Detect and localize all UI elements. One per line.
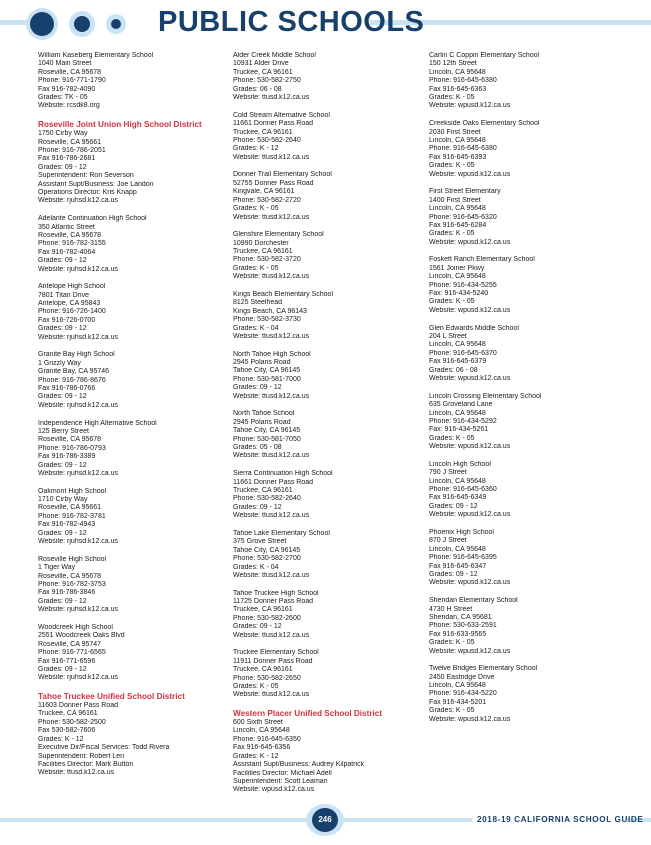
entry-line: Roseville, CA 95678 [38, 436, 102, 444]
entry-line: Antelope High School [38, 283, 106, 291]
entry-line: Antelope, CA 95843 [38, 300, 101, 308]
entry-line: Website: ttusd.k12.ca.us [233, 631, 310, 639]
entry-line: 1040 Main Street [38, 60, 92, 68]
header-dot-small [111, 19, 121, 29]
entry-line: Website: ttusd.k12.ca.us [233, 571, 310, 579]
entry-line: Glen Edwards Middle School [429, 324, 519, 332]
entry-line: North Tahoe School [233, 410, 295, 418]
entry-line: Superintendent: Ron Severson [38, 172, 134, 180]
entry-line: Lincoln, CA 95648 [429, 409, 486, 417]
entry-line: Fax 916-782-4064 [38, 248, 96, 256]
entry-line: Lincoln Crossing Elementary School [429, 392, 542, 400]
entry-line: Independence High Alternative School [38, 419, 157, 427]
entry-line: Sierra Continuation High School [233, 470, 333, 478]
page-header [0, 0, 651, 48]
entry-line: Grades: K - 05 [429, 434, 475, 442]
entry-line: 2945 Polaris Road [233, 418, 291, 426]
entry-line: Fax 916-645-6393 [429, 153, 487, 161]
entry-line: Phone: 916-771-1790 [38, 77, 106, 85]
entry-line: 1710 Cirby Way [38, 496, 88, 504]
entry-line: 1 Grizzly Way [38, 359, 81, 367]
entry-line: Phone: 916-434-5220 [429, 690, 497, 698]
entry-line: Foskett Ranch Elementary School [429, 256, 535, 264]
entry-line: Roseville High School [38, 555, 107, 563]
entry-line: Granite Bay, CA 95746 [38, 368, 110, 376]
school-entry [429, 325, 624, 384]
entry-line: Fax 916-645-6356 [233, 744, 291, 752]
entry-line: Operations Director: Kris Knapp [38, 188, 137, 196]
entry-line: Fax 916-786-0766 [38, 385, 96, 392]
district-heading: Roseville Joint Union High School District [38, 120, 202, 130]
school-entry [38, 488, 233, 547]
entry-line: Website: wpusd.k12.ca.us [429, 647, 511, 655]
entry-line: 204 L Street [429, 332, 467, 340]
entry-line: Truckee, CA 96161 [38, 710, 98, 718]
school-entry [233, 291, 428, 341]
school-entry [233, 231, 428, 281]
entry-line: Fax 916-645-6284 [429, 221, 487, 229]
entry-line: Fax 916-786-3846 [38, 589, 96, 597]
entry-line: 1 Tiger Way [38, 564, 76, 572]
entry-line: Fax: 916-434-5261 [429, 426, 489, 434]
entry-line: Twelve Bridges Elementary School [429, 665, 538, 673]
entry-line: Website: ttusd.k12.ca.us [233, 273, 310, 281]
entry-line: 1400 First Street [429, 196, 481, 204]
entry-line: Lincoln, CA 95648 [429, 477, 486, 485]
entry-line: 635 Groveland Lane [429, 401, 493, 409]
entry-line: Truckee, CA 96161 [233, 606, 293, 614]
school-entry [429, 120, 624, 179]
entry-line: Fax 916-771-6596 [38, 657, 96, 665]
entry-line: Phone: 916-645-6370 [429, 349, 497, 357]
entry-line: Fax 916-633-9565 [429, 630, 487, 638]
entry-line: Grades: K - 05 [429, 639, 475, 647]
entry-line: Grades: K - 05 [429, 298, 475, 306]
entry-line: Fax 916-786-3389 [38, 453, 96, 461]
school-entry [233, 351, 428, 401]
entry-line: Website: ttusd.k12.ca.us [233, 94, 310, 102]
school-entry [233, 52, 428, 102]
entry-line: 150 12th Street [429, 60, 477, 68]
entry-line: Phone: 530-582-2600 [233, 614, 301, 622]
entry-line: Sheridan Elementary School [429, 597, 518, 605]
entry-line: 2551 Woodcreek Oaks Blvd [38, 632, 125, 640]
entry-line: Grades: 09 - 12 [233, 503, 282, 511]
entry-line: 2450 Eastridge Drive [429, 673, 495, 681]
school-entry [38, 283, 233, 342]
school-entry [233, 649, 428, 699]
entry-line: 790 J Street [429, 469, 467, 477]
entry-line: Truckee, CA 96161 [233, 68, 293, 76]
school-entry [429, 256, 624, 315]
entry-line: Website: wpusd.k12.ca.us [429, 102, 511, 110]
entry-line: Lincoln High School [429, 460, 491, 468]
entry-line: 1750 Cirby Way [38, 130, 88, 138]
entry-line: Truckee, CA 96161 [233, 666, 293, 674]
entry-line: Website: ttusd.k12.ca.us [38, 769, 115, 777]
entry-line: Website: ttusd.k12.ca.us [233, 691, 310, 699]
guide-title: 2018-19 CALIFORNIA SCHOOL GUIDE [477, 815, 644, 824]
school-entry [233, 530, 428, 580]
entry-line: Lincoln, CA 95648 [233, 727, 290, 735]
entry-line: Facilities Director: Mark Button [38, 760, 134, 768]
entry-line: Grades: 09 - 12 [38, 597, 87, 605]
entry-line: 600 Sixth Street [233, 719, 283, 727]
entry-line: Oakmont High School [38, 487, 107, 495]
header-dot-medium [74, 16, 90, 32]
entry-line: Grades: 09 - 12 [38, 665, 87, 673]
entry-line: Phone: 530-581-7050 [233, 435, 301, 443]
entry-line: Fax 916-645-6379 [429, 358, 487, 366]
entry-line: 8125 Steelhead [233, 299, 283, 307]
entry-line: Grades: K - 05 [233, 264, 279, 272]
entry-line: Fax: 916-434-5240 [429, 290, 489, 298]
entry-line: Superintendent: Robert Leri [38, 752, 124, 760]
entry-line: Lincoln, CA 95648 [429, 341, 486, 349]
entry-line: Grades: 09 - 12 [38, 393, 87, 401]
entry-line: Donner Trail Elementary School [233, 171, 332, 179]
entry-line: Website: ttusd.k12.ca.us [233, 512, 310, 520]
entry-line: Fax 530-582-7606 [38, 727, 96, 735]
entry-line: Facilities Director: Michael Adell [233, 769, 332, 777]
entry-line: Phone: 530-582-2640 [233, 136, 301, 144]
column-1 [38, 52, 233, 787]
entry-line: Phone: 916-786-8676 [38, 376, 106, 384]
entry-line: Fax 916-645-6363 [429, 85, 487, 93]
entry-line: Fax 916-726-0700 [38, 316, 96, 324]
entry-line: Fax 916-782-4090 [38, 85, 96, 93]
entry-line: 7801 Titan Drive [38, 291, 89, 299]
entry-line: Grades: 09 - 12 [429, 571, 478, 579]
header-dot-large [30, 12, 54, 36]
entry-line: Website: rjuhsd.k12.ca.us [38, 469, 119, 477]
entry-line: Roseville, CA 95678 [38, 231, 102, 239]
entry-line: Phone: 916-645-6360 [429, 486, 497, 494]
entry-line: Phone: 530-582-2650 [233, 674, 301, 682]
district-heading: Western Placer Unified School District [233, 709, 383, 719]
school-entry [38, 52, 233, 111]
entry-line: Website: wpusd.k12.ca.us [429, 170, 511, 178]
entry-line: Website: rjuhsd.k12.ca.us [38, 265, 119, 273]
entry-line: Phone: 916-434-5292 [429, 417, 497, 425]
entry-line: Grades: 06 - 08 [233, 85, 282, 93]
column-3 [429, 52, 624, 733]
entry-line: Assistant Supt/Business: Audrey Kilpatrick [233, 761, 365, 769]
entry-line: Grades: 09 - 12 [233, 623, 282, 631]
entry-line: 11661 Donner Pass Road [233, 478, 314, 486]
entry-line: Phone: 530-582-2700 [233, 555, 301, 563]
entry-line: Website: rjuhsd.k12.ca.us [38, 197, 119, 205]
school-entry [429, 52, 624, 111]
entry-line: Phone: 530-582-3720 [233, 256, 301, 264]
entry-line: Grades: 09 - 12 [429, 502, 478, 510]
school-entry [38, 351, 233, 410]
entry-line: Truckee Elementary School [233, 649, 319, 657]
entry-line: Grades: K - 12 [38, 735, 84, 743]
entry-line: Website: ttusd.k12.ca.us [233, 332, 310, 340]
entry-line: Carlin C Coppin Elementary School [429, 52, 540, 59]
school-entry [233, 470, 428, 520]
entry-line: Phone: 916-645-6380 [429, 77, 497, 85]
entry-line: Phone: 916-645-6395 [429, 554, 497, 562]
entry-line: Kings Beach, CA 96143 [233, 307, 307, 315]
entry-line: 11911 Donner Pass Road [233, 657, 313, 665]
entry-line: Website: rjuhsd.k12.ca.us [38, 333, 119, 341]
entry-line: Website: wpusd.k12.ca.us [429, 443, 511, 451]
entry-line: Grades: K - 12 [233, 752, 279, 760]
school-entry [429, 188, 624, 247]
school-entry [233, 719, 428, 795]
entry-line: Grades: TK - 05 [38, 94, 88, 102]
entry-line: Grades: K - 12 [233, 145, 279, 153]
entry-line: Alder Creek Middle School [233, 52, 316, 59]
page-title: PUBLIC SCHOOLS [158, 6, 425, 38]
entry-line: 1561 Joiner Pkwy [429, 264, 485, 272]
entry-line: Tahoe Lake Elementary School [233, 529, 330, 537]
entry-line: Phone: 530-582-2750 [233, 77, 301, 85]
entry-line: Grades: K - 05 [233, 682, 279, 690]
entry-line: Grades: K - 05 [429, 230, 475, 238]
entry-line: Website: rjuhsd.k12.ca.us [38, 606, 119, 614]
entry-line: Tahoe City, CA 96145 [233, 367, 301, 375]
entry-line: Phone: 916-782-3781 [38, 512, 106, 520]
school-entry [429, 529, 624, 588]
school-entry [233, 171, 428, 221]
entry-line: Grades: 09 - 12 [38, 461, 87, 469]
entry-line: Website: ttusd.k12.ca.us [233, 153, 310, 161]
entry-line: Website: wpusd.k12.ca.us [429, 715, 511, 723]
entry-line: Lincoln, CA 95648 [429, 68, 486, 76]
entry-line: Fax 916-786-2681 [38, 155, 96, 163]
entry-line: Executive Dir/Fiscal Services: Todd Rivera [38, 744, 170, 752]
entry-line: Creekside Oaks Elementary School [429, 120, 540, 128]
column-2 [233, 52, 428, 804]
entry-line: Grades: K - 05 [429, 707, 475, 715]
entry-line: William Kaseberg Elementary School [38, 52, 154, 59]
entry-line: Phone: 530-633-2591 [429, 622, 497, 630]
school-entry [429, 461, 624, 520]
entry-line: 11725 Donner Pass Road [233, 598, 314, 606]
entry-line: Phone: 916-782-3753 [38, 581, 106, 589]
entry-line: 2030 First Street [429, 128, 481, 136]
entry-line: Fax 916-645-6347 [429, 562, 487, 570]
entry-line: Grades: K - 04 [233, 563, 279, 571]
entry-line: Phone: 916-786-0793 [38, 444, 106, 452]
entry-line: Website: wpusd.k12.ca.us [429, 511, 511, 519]
entry-line: Phone: 916-771-6565 [38, 649, 106, 657]
school-entry [38, 624, 233, 683]
entry-line: Phone: 530-582-3730 [233, 316, 301, 324]
entry-line: Website: wpusd.k12.ca.us [429, 238, 511, 246]
entry-line: Phone: 916-782-3155 [38, 240, 106, 248]
entry-line: 2945 Polaris Road [233, 359, 291, 367]
footer-rule-left [0, 818, 306, 822]
entry-line: Phone: 916-786-2051 [38, 146, 106, 154]
entry-line: Grades: 09 - 12 [233, 384, 282, 392]
entry-line: Grades: K - 05 [429, 162, 475, 170]
entry-line: Phone: 530-582-2640 [233, 495, 301, 503]
entry-line: Lincoln, CA 95648 [429, 682, 486, 690]
entry-line: Fax 916-434-5201 [429, 698, 487, 706]
entry-line: 10990 Dorchester [233, 239, 289, 247]
district-heading: Tahoe Truckee Unified School District [38, 692, 185, 702]
entry-line: 11603 Donner Pass Road [38, 702, 119, 710]
entry-line: Phone: 916-726-1400 [38, 308, 106, 316]
entry-line: Phone: 530-582-2500 [38, 718, 106, 726]
entry-line: Lincoln, CA 95648 [429, 205, 486, 213]
entry-line: Granite Bay High School [38, 351, 115, 359]
entry-line: 4730 H Street [429, 605, 473, 613]
entry-line: Truckee, CA 96161 [233, 128, 293, 136]
school-entry [38, 556, 233, 615]
entry-line: Website: ttusd.k12.ca.us [233, 213, 310, 221]
entry-line: 870 J Street [429, 537, 467, 545]
entry-line: Kingvale, CA 96161 [233, 188, 295, 196]
entry-line: Lincoln, CA 95648 [429, 136, 486, 144]
school-entry [233, 410, 428, 460]
entry-line: Lincoln, CA 95648 [429, 273, 486, 281]
entry-line: Phone: 530-582-2720 [233, 196, 301, 204]
entry-line: Website: wpusd.k12.ca.us [429, 579, 511, 587]
entry-line: Truckee, CA 96161 [233, 248, 293, 256]
entry-line: 125 Berry Street [38, 427, 89, 435]
entry-line: Superintendent: Scott Leaman [233, 777, 328, 785]
entry-line: Roseville, CA 95661 [38, 504, 102, 512]
entry-line: Roseville, CA 95678 [38, 68, 102, 76]
entry-line: Fax 916-782-4943 [38, 521, 96, 529]
entry-line: Website: wpusd.k12.ca.us [429, 375, 511, 382]
school-entry [429, 597, 624, 656]
school-entry [38, 420, 233, 479]
entry-line: Phone: 530-581-7000 [233, 375, 301, 383]
entry-line: Grades: 05 - 08 [233, 444, 282, 452]
entry-line: Website: ttusd.k12.ca.us [233, 452, 310, 460]
entry-line: Woodcreek High School [38, 623, 113, 631]
entry-line: Phone: 916-645-6350 [233, 735, 301, 743]
entry-line: Grades: 09 - 12 [38, 325, 87, 333]
entry-line: Website: wpusd.k12.ca.us [233, 786, 315, 794]
entry-line: Truckee, CA 96161 [233, 486, 293, 494]
school-entry [38, 130, 233, 206]
page-number: 246 [312, 808, 338, 832]
entry-line: Website: wpusd.k12.ca.us [429, 306, 511, 314]
entry-line: 375 Grove Street [233, 538, 287, 546]
entry-line: Glenshire Elementary School [233, 231, 324, 239]
entry-line: Fax 916-645-6349 [429, 494, 487, 502]
entry-line: Lincoln, CA 95648 [429, 545, 486, 553]
entry-line: Sheridan, CA 95681 [429, 613, 492, 621]
entry-line: Grades: K - 04 [233, 324, 279, 332]
entry-line: Grades: 09 - 12 [38, 257, 87, 265]
school-entry [38, 215, 233, 274]
entry-line: Grades: 09 - 12 [38, 529, 87, 537]
entry-line: Phone: 916-645-6380 [429, 145, 497, 153]
entry-line: Website: rjuhsd.k12.ca.us [38, 401, 119, 409]
entry-line: 52755 Donner Pass Road [233, 179, 314, 187]
entry-line: Grades: K - 05 [429, 94, 475, 102]
entry-line: Phone: 916-645-6320 [429, 213, 497, 221]
entry-line: North Tahoe High School [233, 350, 311, 358]
entry-line: Website: rcsdk8.org [38, 102, 100, 110]
entry-line: Website: rjuhsd.k12.ca.us [38, 538, 119, 546]
entry-line: 11661 Donner Pass Road [233, 120, 314, 128]
entry-line: Website: ttusd.k12.ca.us [233, 392, 310, 400]
entry-line: Roseville, CA 95678 [38, 572, 102, 580]
entry-line: Website: rjuhsd.k12.ca.us [38, 674, 119, 682]
entry-line: Kings Beach Elementary School [233, 290, 333, 298]
entry-line: 10931 Alder Drive [233, 60, 289, 68]
entry-line: Cold Stream Alternative School [233, 111, 330, 119]
entry-line: Phoenix High School [429, 528, 494, 536]
school-entry [38, 702, 233, 778]
entry-line: Grades: 06 - 08 [429, 366, 478, 374]
school-entry [429, 665, 624, 724]
entry-line: Grades: K - 05 [233, 205, 279, 213]
entry-line: 350 Atlantic Street [38, 223, 95, 231]
entry-line: Tahoe City, CA 96145 [233, 427, 301, 435]
school-entry [429, 393, 624, 452]
footer-rule-middle [344, 818, 472, 822]
school-entry [233, 590, 428, 640]
entry-line: Phone: 916-434-5255 [429, 281, 497, 289]
entry-line: Tahoe City, CA 96145 [233, 546, 301, 554]
entry-line: Adelante Continuation High School [38, 215, 147, 223]
school-entry [233, 112, 428, 162]
entry-line: Roseville, CA 95661 [38, 138, 102, 146]
entry-line: Roseville, CA 95747 [38, 640, 102, 648]
entry-line: Tahoe Truckee High School [233, 589, 319, 597]
entry-line: Grades: 09 - 12 [38, 163, 87, 171]
entry-line: Assistant Supt/Business: Joe Landon [38, 180, 154, 188]
entry-line: First Street Elementary [429, 188, 501, 196]
